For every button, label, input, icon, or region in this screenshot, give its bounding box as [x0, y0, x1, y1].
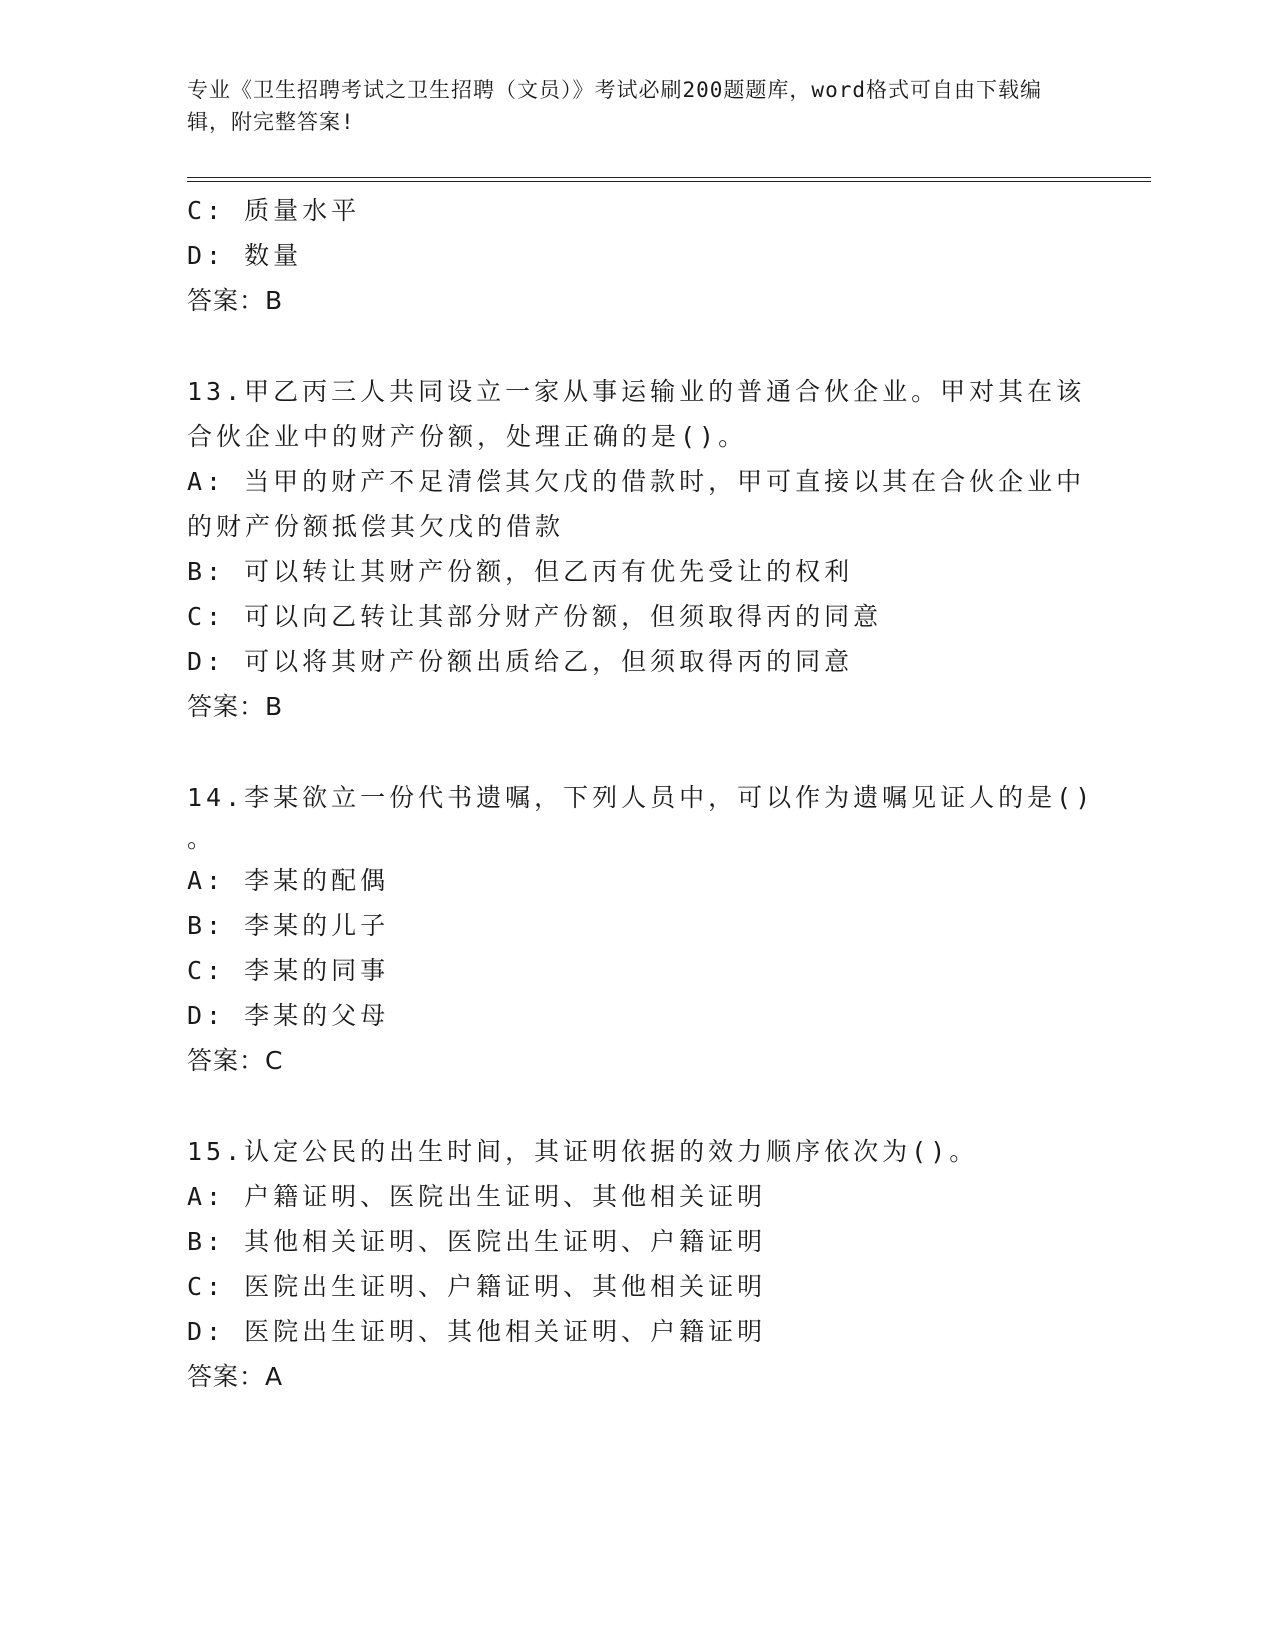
answer: 答案：C [187, 1046, 284, 1075]
option-a-cont: 的财产份额抵偿其欠戊的借款 [187, 512, 565, 541]
option-a: A: 户籍证明、医院出生证明、其他相关证明 [187, 1182, 767, 1211]
option-b: B: 其他相关证明、医院出生证明、户籍证明 [187, 1227, 767, 1256]
answer: 答案：B [187, 286, 284, 315]
option-d: D: 医院出生证明、其他相关证明、户籍证明 [187, 1317, 767, 1346]
option-c: C: 质量水平 [187, 196, 361, 225]
answer: 答案：B [187, 692, 284, 721]
option-d: D: 李某的父母 [187, 1001, 390, 1030]
option-b: B: 可以转让其财产份额，但乙丙有优先受让的权利 [187, 557, 854, 586]
header-rule-bottom [187, 181, 1151, 182]
document-header [187, 74, 1067, 138]
option-c: C: 可以向乙转让其部分财产份额，但须取得丙的同意 [187, 602, 883, 631]
question-12-continued [187, 188, 1087, 324]
question-stem-cont: 合伙企业中的财产份额，处理正确的是()。 [187, 422, 748, 451]
header-text: 专业《卫生招聘考试之卫生招聘（文员）》考试必刷200题题库，word格式可自由下载编辑，附完整答案! [187, 78, 1042, 134]
option-a: A: 李某的配偶 [187, 866, 390, 895]
option-d: D: 可以将其财产份额出质给乙，但须取得丙的同意 [187, 647, 854, 676]
header-rule-top [187, 177, 1151, 178]
option-d: D: 数量 [187, 241, 303, 270]
question-content [187, 188, 1095, 1400]
question-stem: 13.甲乙丙三人共同设立一家从事运输业的普通合伙企业。甲对其在该 [187, 377, 1086, 406]
question-15 [187, 1129, 1087, 1400]
question-stem: 14.李某欲立一份代书遗嘱，下列人员中，可以作为遗嘱见证人的是() [187, 783, 1095, 812]
question-stem-cont: 。 [187, 824, 217, 853]
answer: 答案：A [187, 1362, 284, 1391]
option-c: C: 李某的同事 [187, 956, 390, 985]
option-a: A: 当甲的财产不足清偿其欠戊的借款时，甲可直接以其在合伙企业中 [187, 467, 1086, 496]
option-b: B: 李某的儿子 [187, 911, 390, 940]
question-14 [187, 775, 1095, 1084]
question-13 [187, 369, 1087, 730]
option-c: C: 医院出生证明、户籍证明、其他相关证明 [187, 1272, 767, 1301]
question-stem: 15.认定公民的出生时间，其证明依据的效力顺序依次为()。 [187, 1137, 979, 1166]
